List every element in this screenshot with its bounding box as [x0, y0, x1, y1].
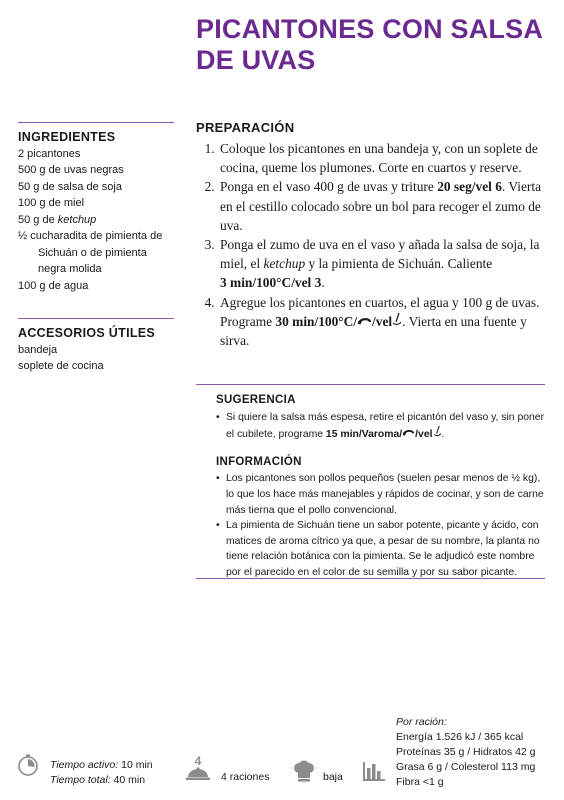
accessories-list [18, 342, 174, 375]
information-list [216, 471, 545, 580]
chef-hat-icon [292, 760, 316, 782]
time-info [50, 758, 153, 788]
accessory-item: soplete de cocina [18, 360, 104, 372]
stir-spoon-icon [392, 314, 402, 329]
preparation-step [218, 293, 544, 351]
serving-tray-icon [185, 754, 211, 782]
preparation-step [218, 235, 544, 293]
suggestion-text: . [441, 429, 445, 441]
ingredient-item [18, 212, 174, 229]
ingredient-item: 100 g de agua [18, 279, 89, 292]
accessories-rule [18, 318, 174, 319]
ingredient-item: 2 picantones [18, 147, 81, 160]
information-item: • Los picantones son pollos pequeños (suelen pesar menos de ½ kg), lo que los hace más manejables y rápidos de cocinar, y son de carne más tierna que el pollo convencional. [216, 471, 545, 518]
bar-chart-icon [362, 760, 386, 782]
step-text: y la pimienta de Sichuán. Caliente [305, 256, 493, 272]
ingredient-text: 50 g de [18, 213, 58, 226]
step-text: Ponga el zumo de uva en el vaso y añada la salsa de soja, la miel, el [220, 237, 540, 272]
ingredient-item: 100 g de miel [18, 197, 85, 209]
recipe-footer [0, 710, 564, 800]
suggestion-item [216, 410, 545, 443]
step-text: . Vierta en el cestillo colocado sobre un bol para recoger el zumo de uva. [220, 179, 542, 233]
suggestion-heading: SUGERENCIA [216, 394, 296, 406]
ingredients-list [18, 146, 174, 295]
stir-spoon-icon [433, 429, 442, 440]
step-italic: ketchup [263, 256, 306, 272]
recipe-title: PICANTONES CON SALSA DE UVAS [196, 14, 543, 75]
preparation-step [218, 177, 544, 235]
per-serving-label: Por ración: [396, 716, 447, 728]
information-item: • La pimienta de Sichuán tiene un sabor potente, picante y ácido, con matices de aroma cítrico ya que, a pesar de su nombre, la planta no tiene relación botánica con la pimienta. Se le adjudicó este nombre por el parecido en el color de su semilla y por su sabor picante. [216, 518, 545, 580]
accessories-heading: ACCESORIOS ÚTILES [18, 326, 156, 340]
ingredients-heading: INGREDIENTES [18, 130, 116, 144]
difficulty-text: baja [323, 771, 343, 783]
step-setting: 3 min/100°C/vel 3 [220, 275, 322, 291]
step-text: Ponga en el vaso 400 g de uvas y triture [220, 179, 438, 195]
reverse-spin-icon [357, 314, 372, 329]
servings-number: 4 [194, 754, 202, 768]
step-text: Agregue los picantones en cuartos, el agua y 100 g de uvas. Programe [220, 294, 540, 329]
active-time [50, 758, 153, 773]
step-setting: 20 seg/vel 6 [437, 179, 502, 195]
step-text: . Vierta en una fuente y sirva. [220, 313, 527, 349]
preparation-step [218, 139, 544, 177]
suggestion-setting: 15 min/Varoma/ [325, 429, 403, 441]
total-time-label: Tiempo total: [50, 774, 111, 786]
ingredient-item: ½ cucharadita de pimienta de Sichuán o de pimienta negra molida [18, 230, 163, 275]
accessory-item: bandeja [18, 343, 58, 356]
active-time-label: Tiempo activo: [50, 759, 119, 771]
ingredient-item: 500 g de uvas negras [18, 164, 124, 176]
tips-box [196, 384, 545, 579]
ingredient-item: 50 g de salsa de soja [18, 180, 122, 193]
nutrition-line: Proteínas 35 g / Hidratos 42 g [396, 746, 536, 758]
reverse-spin-icon [402, 429, 415, 440]
ingredient-italic: ketchup [57, 213, 97, 226]
suggestion-text: Si quiere la salsa más espesa, retire el picantón del vaso y, sin poner el cubilete, programe [226, 411, 545, 441]
step-setting: 30 min/100°C/ [275, 313, 358, 329]
ingredients-section [18, 122, 174, 294]
ingredients-rule [18, 122, 174, 123]
accessories-section [18, 318, 174, 375]
step-text: Coloque los picantones en una bandeja y, con un soplete de cocina, queme los plumones. Corte en cuartos y reserve. [220, 141, 538, 176]
clock-icon [17, 754, 39, 776]
total-time [50, 773, 153, 788]
preparation-section [196, 120, 544, 350]
servings-text: 4 raciones [221, 771, 270, 783]
information-heading: INFORMACIÓN [216, 455, 302, 468]
preparation-steps [196, 139, 544, 350]
nutrition-line: Grasa 6 g / Colesterol 113 mg [396, 761, 536, 773]
preparation-heading: PREPARACIÓN [196, 120, 295, 135]
suggestion-list [216, 410, 545, 443]
nutrition-line: Energía 1.526 kJ / 365 kcal [396, 731, 524, 743]
suggestion-setting: /vel [415, 429, 433, 441]
step-setting: /vel [372, 313, 393, 329]
step-text: . [321, 275, 325, 291]
total-time-value: 40 min [113, 774, 146, 786]
active-time-value: 10 min [121, 759, 153, 771]
nutrition-info [396, 715, 536, 790]
nutrition-line: Fibra <1 g [396, 776, 444, 788]
